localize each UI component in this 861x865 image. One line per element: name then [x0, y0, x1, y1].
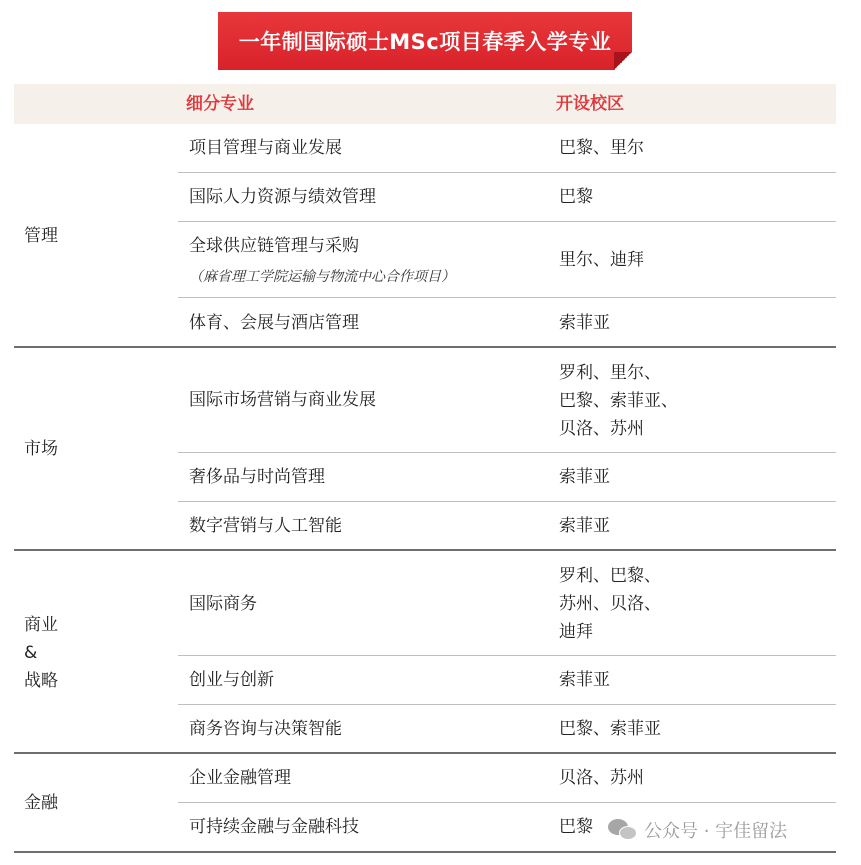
group-label-management: 管理 [24, 226, 58, 246]
table-cell-campus: 巴黎、索菲亚 [559, 719, 661, 739]
table-cell-major: 商务咨询与决策智能 [189, 719, 342, 739]
table-cell-campus: 索菲亚 [559, 313, 610, 333]
table-cell-campus: 罗利、巴黎、 苏州、贝洛、 迪拜 [559, 566, 661, 642]
table-cell-campus: 巴黎、里尔 [559, 138, 644, 158]
page-title: 一年制国际硕士MSc项目春季入学专业 [238, 30, 612, 54]
table-cell-major: 国际市场营销与商业发展 [189, 390, 376, 410]
table-cell-major: 可持续金融与金融科技 [189, 817, 359, 837]
table-cell-campus: 索菲亚 [559, 467, 610, 487]
row-divider [178, 802, 836, 803]
group-divider [14, 752, 836, 754]
table-cell-campus: 巴黎 [559, 817, 593, 837]
table-cell-major: 数字营销与人工智能 [189, 516, 342, 536]
table-cell-major: 创业与创新 [189, 670, 274, 690]
table-cell-campus: 贝洛、苏州 [559, 768, 644, 788]
row-divider [178, 297, 836, 298]
table-cell-major: 奢侈品与时尚管理 [189, 467, 325, 487]
row-divider [178, 172, 836, 173]
row-divider [178, 655, 836, 656]
table-cell-major: 全球供应链管理与采购 [189, 236, 359, 256]
group-label-business-strategy: 商业 & 战略 [24, 615, 58, 691]
table-cell-campus: 罗利、里尔、 巴黎、索菲亚、 贝洛、苏州 [559, 363, 678, 439]
table-cell-campus: 里尔、迪拜 [559, 250, 644, 270]
watermark [608, 812, 787, 848]
table-cell-major: 企业金融管理 [189, 768, 291, 788]
group-label-finance: 金融 [24, 793, 58, 813]
row-divider [178, 501, 836, 502]
header-major: 细分专业 [186, 94, 254, 114]
table-cell-major: 国际人力资源与绩效管理 [189, 187, 376, 207]
watermark-text: 公众号 · 宇佳留法 [644, 821, 788, 842]
wechat-icon [608, 817, 638, 843]
table-cell-campus: 索菲亚 [559, 670, 610, 690]
group-divider [14, 346, 836, 348]
row-divider [178, 452, 836, 453]
header-campus: 开设校区 [556, 94, 624, 114]
row-divider [178, 221, 836, 222]
table-header [14, 84, 836, 124]
table-cell-note: （麻省理工学院运输与物流中心合作项目） [189, 269, 455, 285]
table-cell-campus: 巴黎 [559, 187, 593, 207]
title-banner [218, 12, 632, 70]
table-cell-major: 项目管理与商业发展 [189, 138, 342, 158]
row-divider [178, 704, 836, 705]
banner-fold-decoration [614, 52, 632, 70]
group-divider [14, 549, 836, 551]
table-cell-campus: 索菲亚 [559, 516, 610, 536]
table-cell-major: 体育、会展与酒店管理 [189, 313, 359, 333]
group-divider [14, 851, 836, 853]
group-label-marketing: 市场 [24, 439, 58, 459]
table-cell-major: 国际商务 [189, 594, 257, 614]
